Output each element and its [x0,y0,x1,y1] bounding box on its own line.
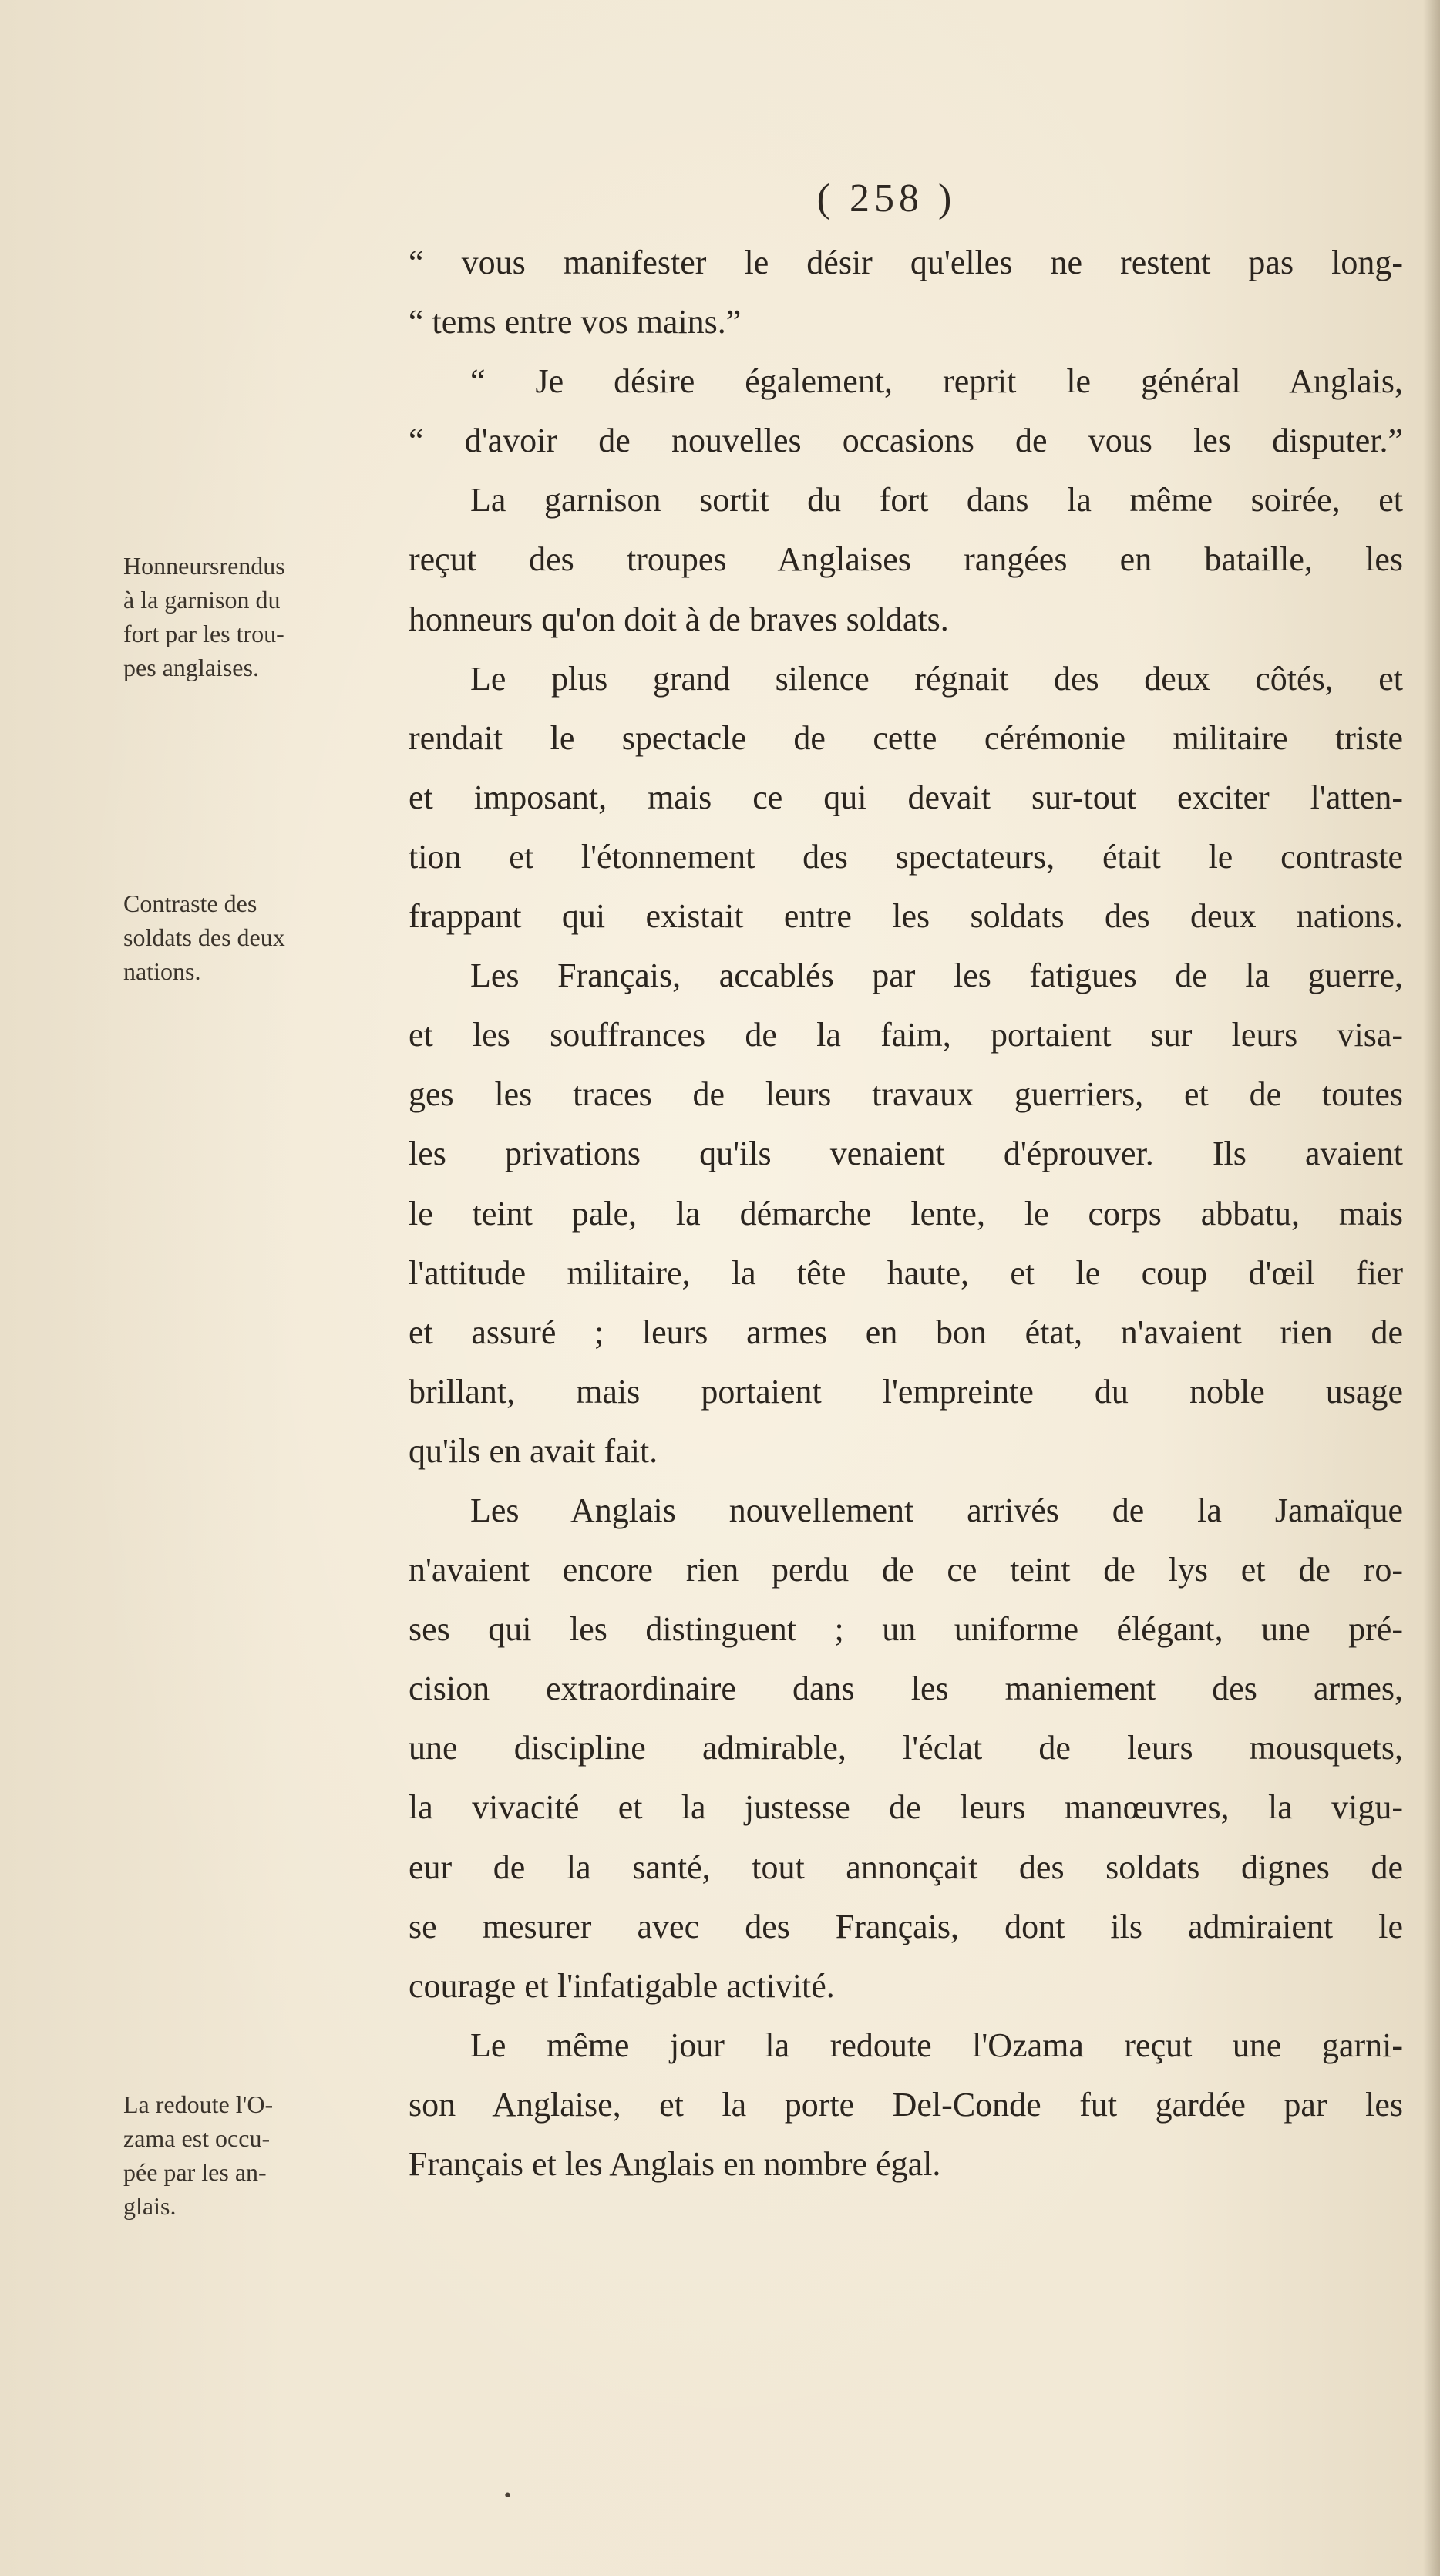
text-line: courage et l'infatigable activité. [409,1966,835,2005]
text-line: se mesurer avec des Français, dont ils admiraient le [409,1907,1403,1945]
margin-note-contraste [123,886,378,988]
text-line: “ Je désire également, reprit le général Anglais, [470,362,1403,401]
body-text [409,233,1403,2194]
page-number: ( 258 ) [816,177,957,220]
margin-note-line: nations. [123,957,201,985]
text-line: les privations qu'ils venaient d'éprouver. Ils avaient [409,1135,1403,1173]
margin-note-line: pée par les an- [123,2158,267,2186]
margin-note-line: La redoute l'O- [123,2090,274,2118]
ink-speck: • [503,2487,513,2506]
text-line: cision extraordinaire dans les maniement des armes, [409,1670,1403,1708]
text-line: Le plus grand silence régnait des deux côtés, et [470,659,1403,698]
text-line: “ d'avoir de nouvelles occasions de vous les disputer.” [409,422,1403,460]
text-line: son Anglaise, et la porte Del-Conde fut gardée par les [409,2085,1403,2124]
margin-note-line: pes anglaises. [123,654,259,681]
margin-note-line: à la garnison du [123,586,281,614]
margin-note-line: glais. [123,2192,177,2220]
text-line: honneurs qu'on doit à de braves soldats. [409,600,949,638]
text-line: et les souffrances de la faim, portaient sur leurs visa- [409,1016,1403,1054]
text-line: Français et les Anglais en nombre égal. [409,2145,941,2183]
text-line: brillant, mais portaient l'empreinte du noble usage [409,1372,1403,1411]
margin-note-line: Contraste des [123,889,257,917]
text-line: reçut des troupes Anglaises rangées en bataille, les [409,540,1403,579]
text-line: frappant qui existait entre les soldats des deux nations. [409,897,1403,936]
text-line: eur de la santé, tout annonçait des soldats dignes de [409,1848,1403,1886]
margin-note-redoute [123,2087,378,2223]
margin-note-line: fort par les trou- [123,620,284,647]
text-line: Les Anglais nouvellement arrivés de la Jamaïque [470,1491,1403,1529]
text-line: la vivacité et la justesse de leurs manœuvres, la vigu- [409,1788,1403,1827]
text-line: et imposant, mais ce qui devait sur-tout exciter l'atten- [409,778,1403,816]
text-line: n'avaient encore rien perdu de ce teint de lys et de ro- [409,1551,1403,1589]
text-line: et assuré ; leurs armes en bon état, n'avaient rien de [409,1313,1403,1351]
margin-note-line: Honneursrendus [123,552,285,580]
text-line: “ tems entre vos mains.” [409,303,742,341]
text-line: le teint pale, la démarche lente, le corps abbatu, mais [409,1194,1403,1233]
margin-note-line: zama est occu- [123,2124,271,2152]
text-line: ses qui les distinguent ; un uniforme élégant, une pré- [409,1610,1403,1649]
text-line: rendait le spectacle de cette cérémonie militaire triste [409,718,1403,757]
text-line: l'attitude militaire, la tête haute, et le coup d'œil fier [409,1253,1403,1292]
margin-note-honneurs [123,549,378,684]
text-line: Les Français, accablés par les fatigues de la guerre, [470,957,1403,995]
text-line: ges les traces de leurs travaux guerriers, et de toutes [409,1075,1403,1114]
text-line: La garnison sortit du fort dans la même soirée, et [470,481,1403,520]
text-line: Le même jour la redoute l'Ozama reçut une garni- [470,2026,1403,2064]
text-line: “ vous manifester le désir qu'elles ne restent pas long- [409,244,1403,281]
margin-note-line: soldats des deux [123,923,285,951]
text-line: tion et l'étonnement des spectateurs, était le contraste [409,837,1403,876]
page-edge-shadow [1423,0,1440,2576]
text-line: qu'ils en avait fait. [409,1431,658,1470]
text-line: une discipline admirable, l'éclat de leurs mousquets, [409,1729,1403,1767]
